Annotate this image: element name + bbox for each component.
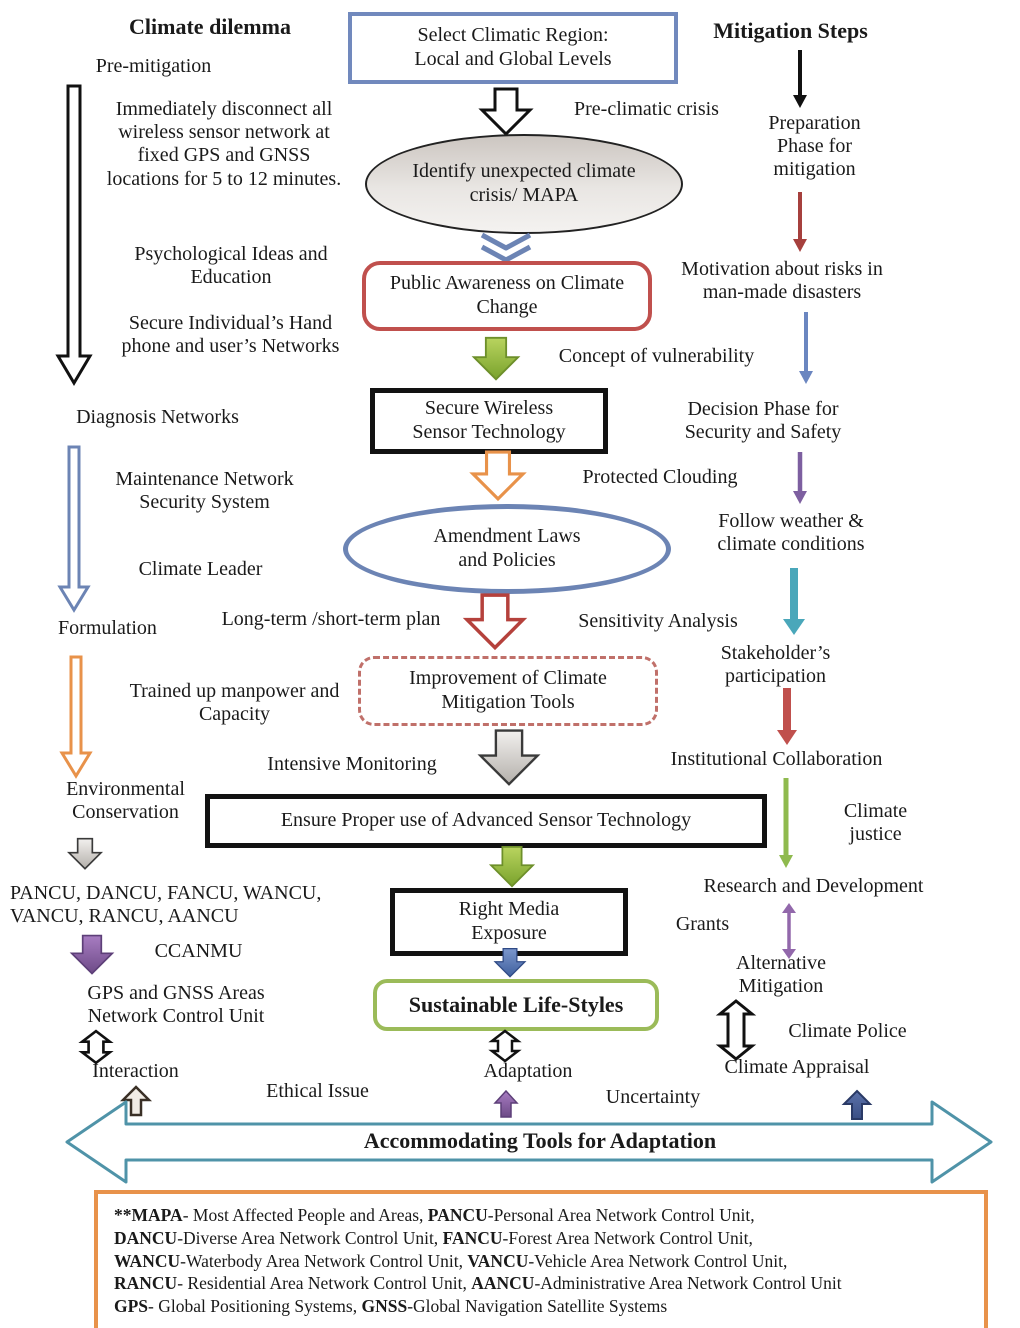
label-sensitivity-analysis: Sensitivity Analysis <box>578 610 738 632</box>
red-hollow-down-arrow-icon <box>464 594 526 650</box>
label-climate-leader: Climate Leader <box>138 558 263 580</box>
teal-thick-down-arrow-icon <box>782 568 806 636</box>
label-stakeholder-participation: Stakeholder’s participation <box>720 642 831 688</box>
label-psychological-ideas: Psychological Ideas and Education <box>134 243 328 289</box>
purple-down-arrow-icon <box>70 932 114 978</box>
box-right-media-exposure: Right Media Exposure <box>390 888 628 956</box>
label-climate-police: Climate Police <box>788 1020 907 1042</box>
label-intensive-monitoring: Intensive Monitoring <box>267 753 437 775</box>
blue-line-down-arrow-icon <box>798 312 814 384</box>
label-pancu-list: PANCU, DANCU, FANCU, WANCU, VANCU, RANCU, AANCU <box>10 882 322 928</box>
label-pre-mitigation: Pre-mitigation <box>95 55 212 77</box>
ellipse-identify-climate-crisis: Identify unexpected climate crisis/ MAPA <box>365 134 683 234</box>
label-motivation-risks: Motivation about risks in man-made disasters <box>681 258 883 304</box>
label-maintenance-security: Maintenance Network Security System <box>115 468 294 514</box>
label-ccanmu: CCANMU <box>154 940 243 962</box>
box-improvement-mitigation-tools: Improvement of Climate Mitigation Tools <box>358 656 658 726</box>
legend-line: DANCU-Diverse Area Network Control Unit, FANCU-Forest Area Network Control Unit, <box>114 1227 753 1248</box>
green-down-arrow-icon <box>484 846 540 888</box>
black-tall-hollow-down-arrow-icon <box>56 85 92 385</box>
label-follow-weather: Follow weather & climate conditions <box>717 510 865 556</box>
label-interaction: Interaction <box>92 1060 179 1082</box>
label-gps-gnss-areas: GPS and GNSS Areas Network Control Unit <box>87 982 265 1028</box>
label-diagnosis-networks: Diagnosis Networks <box>76 406 239 428</box>
legend-lines <box>114 1204 968 1318</box>
legend-box <box>94 1190 988 1328</box>
green-down-arrow-icon <box>472 334 520 384</box>
blue-tall-hollow-down-arrow-icon <box>58 446 90 612</box>
label-alternative-mitigation: Alternative Mitigation <box>736 952 826 998</box>
label-concept-vulnerability: Concept of vulnerability <box>558 345 755 367</box>
label-climate-justice: Climate justice <box>843 800 908 846</box>
heading-climate-dilemma: Climate dilemma <box>129 14 291 39</box>
label-adaptation: Adaptation <box>483 1060 573 1082</box>
label-preparation-phase: Preparation Phase for mitigation <box>768 112 861 181</box>
box-ensure-sensor-technology: Ensure Proper use of Advanced Sensor Technology <box>205 794 767 848</box>
label-secure-individual: Secure Individual’s Hand phone and user’s Networks <box>121 312 340 358</box>
red-line-down-arrow-icon <box>792 192 808 252</box>
green-line-down-arrow-icon <box>778 778 794 868</box>
legend-line: GPS- Global Positioning Systems, GNSS-Global Navigation Satellite Systems <box>114 1296 668 1316</box>
label-formulation: Formulation <box>58 617 157 639</box>
label-research-development: Research and Development <box>703 875 924 897</box>
box-sustainable-lifestyles: Sustainable Life-Styles <box>373 979 659 1031</box>
label-uncertainty: Uncertainty <box>605 1086 701 1108</box>
orange-hollow-down-arrow-icon <box>468 451 528 501</box>
label-disconnect-instructions: Immediately disconnect all wireless sensor network at fixed GPS and GNSS locations for 5 to 12 minutes. <box>106 98 342 190</box>
label-ethical-issue: Ethical Issue <box>266 1080 369 1102</box>
label-protected-clouding: Protected Clouding <box>582 466 738 488</box>
blue-down-arrow-icon <box>482 948 538 978</box>
label-long-short-term-plan: Long-term /short-term plan <box>221 608 441 630</box>
black-double-vertical-arrow-icon <box>716 1000 756 1060</box>
black-line-down-arrow-icon <box>792 50 808 108</box>
label-decision-phase: Decision Phase for Security and Safety <box>684 398 842 444</box>
purple-line-down-arrow-icon <box>792 452 808 504</box>
label-climate-appraisal: Climate Appraisal <box>724 1056 870 1078</box>
label-pre-climatic-crisis: Pre-climatic crisis <box>574 98 719 120</box>
legend-line: RANCU- Residential Area Network Control Unit, AANCU-Administrative Area Network Control Unit <box>114 1273 842 1294</box>
heading-mitigation-steps: Mitigation Steps <box>713 18 868 43</box>
legend-line: WANCU-Waterbody Area Network Control Unit, VANCU-Vehicle Area Network Control Unit, <box>114 1250 788 1271</box>
label-accommodating-tools: Accommodating Tools for Adaptation <box>363 1128 717 1153</box>
gray-down-arrow-icon <box>478 727 540 789</box>
label-environmental-conservation: Environmental Conservation <box>66 778 185 824</box>
legend-line: **MAPA- Most Affected People and Areas, PANCU-Personal Area Network Control Unit, <box>114 1205 755 1225</box>
orange-tall-hollow-down-arrow-icon <box>60 656 92 778</box>
ellipse-amendment-laws: Amendment Laws and Policies <box>343 504 671 594</box>
blue-chevron-down-arrow-icon <box>478 233 534 263</box>
red-thick-down-arrow-icon <box>776 688 798 746</box>
label-institutional-collaboration: Institutional Collaboration <box>670 748 883 770</box>
box-public-awareness: Public Awareness on Climate Change <box>362 261 652 331</box>
gray-down-arrow-icon <box>62 838 108 870</box>
box-select-climatic-region: Select Climatic Region: Local and Global Levels <box>348 12 678 84</box>
black-double-vertical-arrow-icon <box>78 1030 114 1064</box>
black-hollow-down-arrow-icon <box>480 88 532 136</box>
label-trained-manpower: Trained up manpower and Capacity <box>129 680 340 726</box>
label-grants: Grants <box>675 913 730 935</box>
black-double-vertical-arrow-icon <box>488 1030 522 1062</box>
box-secure-wireless: Secure Wireless Sensor Technology <box>370 388 608 454</box>
